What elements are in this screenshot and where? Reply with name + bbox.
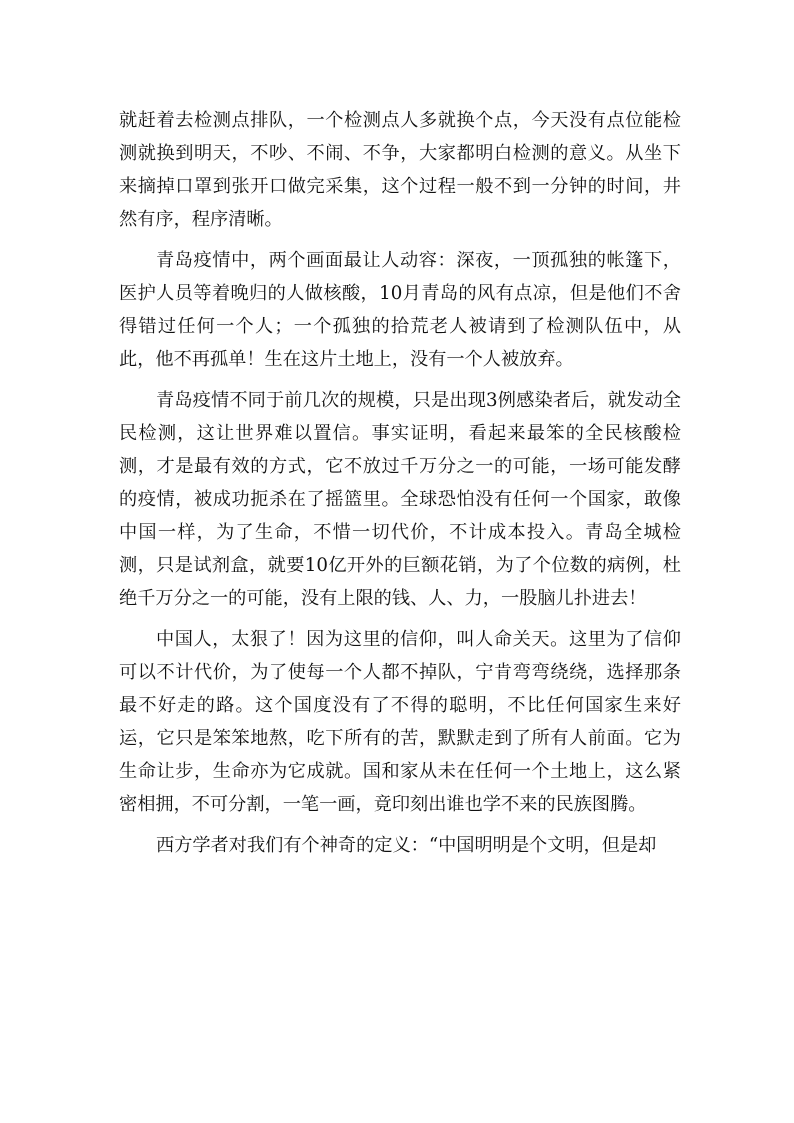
body-text bbox=[119, 104, 681, 870]
paragraph-4: 中国人，太狠了！因为这里的信仰，叫人命关天。这里为了信仰可以不计代价，为了使每一个人都不掉队，宁肯弯弯绕绕，选择那条最不好走的路。这个国度没有了不得的聪明，不比任何国家生来好运，它只是笨笨地熬，吃下所有的苦，默默走到了所有人前面。它为生命让步，生命亦为它成就。国和家从未在任何一个土地上，这么紧密相拥，不可分割，一笔一画，竟印刻出谁也学不来的民族图腾。 bbox=[119, 629, 681, 815]
paragraph-3: 青岛疫情不同于前几次的规模，只是出现3例感染者后，就发动全民检测，这让世界难以置信。事实证明，看起来最笨的全民核酸检测，才是最有效的方式，它不放过千万分之一的可能，一场可能发酵的疫情，被成功扼杀在了摇篮里。全球恐怕没有任何一个国家，敢像中国一样，为了生命，不惜一切代价，不计成本投入。青岛全城检测，只是试剂盒，就要10亿开外的巨额花销，为了个位数的病例，杜绝千万分之一的可能，没有上限的钱、人、力，一股脑儿扑进去！ bbox=[119, 390, 681, 609]
paragraph-5: 西方学者对我们有个神奇的定义：“中国明明是个文明，但是却 bbox=[156, 835, 657, 856]
paragraph-2: 青岛疫情中，两个画面最让人动容：深夜，一顶孤独的帐篷下，医护人员等着晚归的人做核酸，10月青岛的风有点凉，但是他们不舍得错过任何一个人；一个孤独的拾荒老人被请到了检测队伍中，从此，他不再孤单！生在这片土地上，没有一个人被放弃。 bbox=[119, 250, 681, 370]
paragraph-1: 就赶着去检测点排队，一个检测点人多就换个点，今天没有点位能检测就换到明天，不吵、不闹、不争，大家都明白检测的意义。从坐下来摘掉口罩到张开口做完采集，这个过程一般不到一分钟的时间，井然有序，程序清晰。 bbox=[119, 110, 681, 230]
